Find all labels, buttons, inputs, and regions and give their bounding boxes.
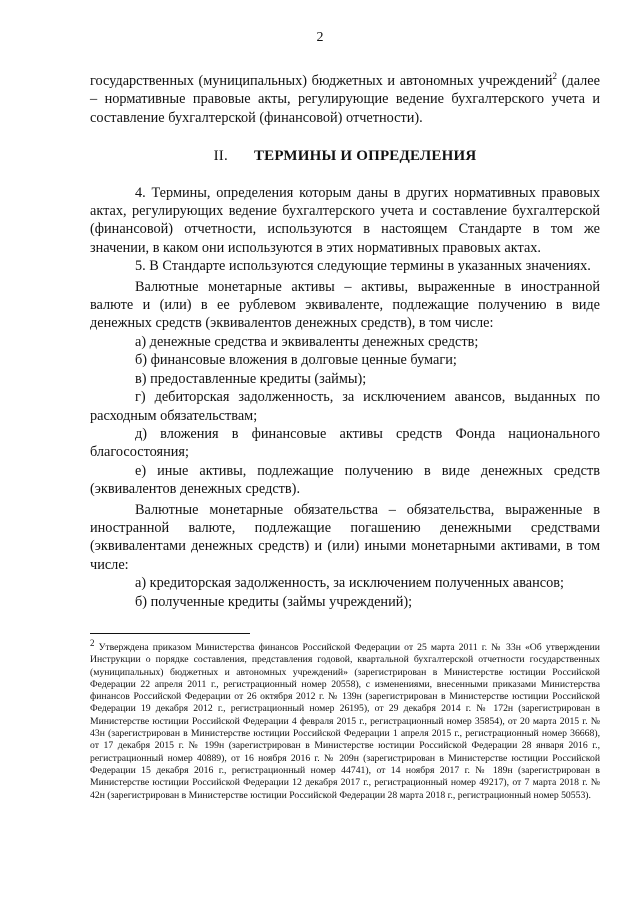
continuation-paragraph xyxy=(90,72,600,127)
assets-definition: Валютные монетарные активы – активы, выраженные в иностранной валюте и (или) в ее рублевом эквиваленте, подлежащие получению в виде денежных средств (эквивалентов денежных средств), в том числе: xyxy=(90,278,600,332)
liabilities-item-b: б) полученные кредиты (займы учреждений); xyxy=(135,593,413,610)
footnote xyxy=(90,637,600,802)
assets-item-d: д) вложения в финансовые активы средств Фонда национального благосостояния; xyxy=(90,425,600,461)
liabilities-definition: Валютные монетарные обязательства – обязательства, выраженные в иностранной валюте, подлежащие погашению денежными средствами (эквивалентами денежных средств) и (или) иными монетарными активами, в том числе: xyxy=(90,501,600,573)
continuation-text-start: государственных (муниципальных) бюджетных и автономных учреждений xyxy=(90,73,553,89)
continuation-text-end: (далее – нормативные правовые акты, регулирующие ведение бухгалтерского учета и составление бухгалтерской (финансовой) отчетности). xyxy=(90,73,600,126)
section-heading xyxy=(90,147,600,165)
page-number: 2 xyxy=(316,30,324,45)
footnote-marker: 2 xyxy=(90,637,95,648)
assets-item-g: г) дебиторская задолженность, за исключением авансов, выданных по расходным обязательствам; xyxy=(90,389,600,424)
footnote-text: Утверждена приказом Министерства финансов Российской Федерации от 25 марта 2011 г. № 33н «Об утверждении Инструкции о порядке составления, представления годовой, квартальной бухгалтерской отчетности государственных (муниципальных) бюджетных и автономных учреждений» (зарегистрирован в Министерстве юстиции Российской Федерации 22 апреля 2011 г., регистрационный номер 20558), с изменениями, внесенными приказами Министерства финансов Российской Федерации от 26 октября 2012 г. № 139н (зарегистрирован в Министерстве юстиции Российской Федерации 19 декабря 2012 г., регистрационный номер 26195), от 29 декабря 2014 г. № 172н (зарегистрирован в Министерстве юстиции Российской Федерации 4 февраля 2015 г., регистрационный номер 35854), от 20 марта 2015 г. № 43н (зарегистрирован в Министерстве юстиции Российской Федерации 1 апреля 2015 г., регистрационный номер 36668), от 17 декабря 2015 г. № 199н (зарегистрирован в Министерстве юстиции Российской Федерации 28 января 2016 г., регистрационный номер 40889), от 16 ноября 2016 г. № 209н (зарегистрирован в Министерстве юстиции Российской Федерации 15 декабря 2016 г., регистрационный номер 44741), от 14 ноября 2017 г. № 189н (зарегистрирован в Министерстве юстиции Российской Федерации 12 декабря 2017 г., регистрационный номер 49217), от 7 марта 2018 г. № 42н (зарегистрирован в Министерстве юстиции Российской Федерации 28 марта 2018 г., регистрационный номер 50553). xyxy=(90,642,600,801)
item-5-paragraph: 5. В Стандарте используются следующие термины в указанных значениях. xyxy=(135,258,591,275)
footnote-reference[interactable]: 2 xyxy=(552,71,558,82)
assets-item-b: б) финансовые вложения в долговые ценные бумаги; xyxy=(135,352,457,369)
assets-item-e: е) иные активы, подлежащие получению в виде денежных средств (эквивалентов денежных средств). xyxy=(90,462,600,498)
liabilities-item-a: а) кредиторская задолженность, за исключением полученных авансов; xyxy=(135,575,565,592)
footnote-divider xyxy=(90,633,250,634)
assets-item-a: а) денежные средства и эквиваленты денежных средств; xyxy=(135,333,479,350)
section-title: ТЕРМИНЫ И ОПРЕДЕЛЕНИЯ xyxy=(253,148,477,165)
body-text xyxy=(90,72,600,611)
section-number: II. xyxy=(213,148,228,165)
assets-item-v: в) предоставленные кредиты (займы); xyxy=(135,370,367,387)
item-4-paragraph: 4. Термины, определения которым даны в других нормативных правовых актах, регулирующих ведение бухгалтерского учета и составление бухгалтерской (финансовой) отчетности, используются в настоящем Стандарте в том же значении, в каком они используются в этих нормативных правовых актах. xyxy=(90,184,600,256)
